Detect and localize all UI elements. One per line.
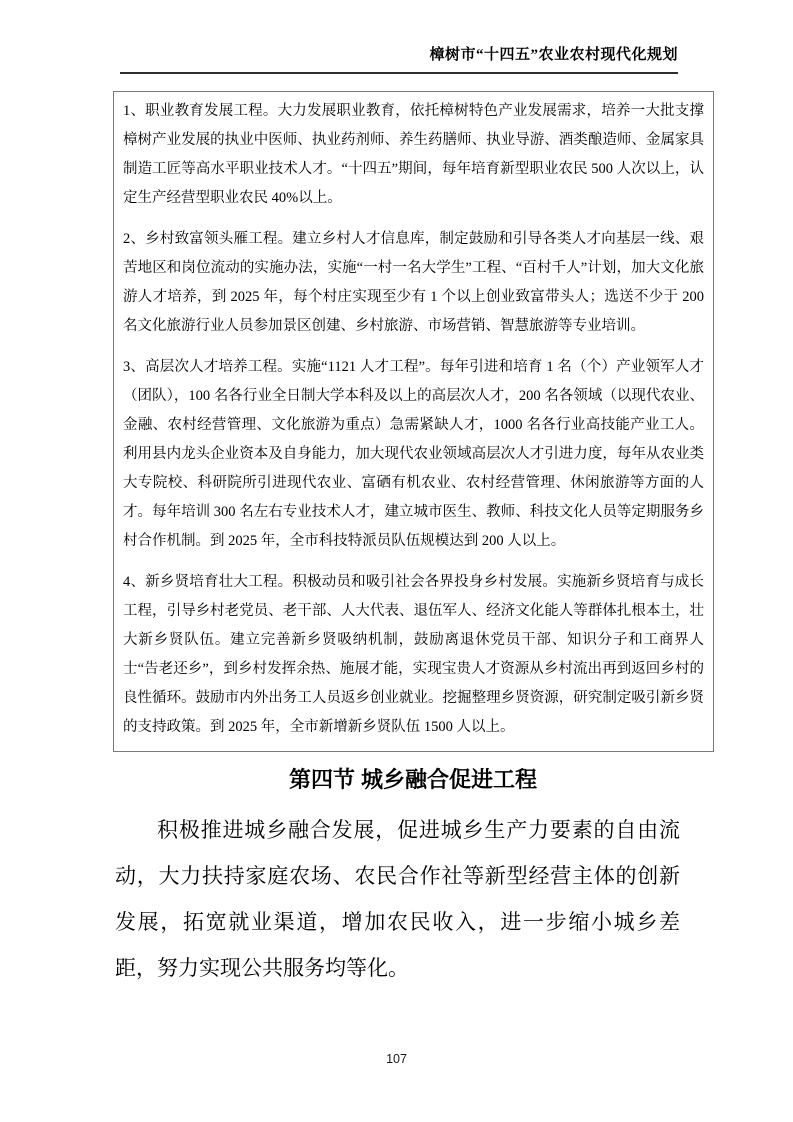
box-paragraph-1: 1、职业教育发展工程。大力发展职业教育，依托樟树特色产业发展需求，培养一大批支撑樟树产业发展的执业中医师、执业药剂师、养生药膳师、执业导游、酒类酿造师、金属家具制造工匠等高水平职业技术人才。“十四五”期间，每年培育新型职业农民 500 人次以上，认定生产经营型职业农民 40%以上。 bbox=[123, 103, 704, 206]
page-header bbox=[120, 0, 678, 74]
box-paragraph-2: 2、乡村致富领头雁工程。建立乡村人才信息库，制定鼓励和引导各类人才向基层一线、艰苦地区和岗位流动的实施办法，实施“一村一名大学生”工程、“百村千人”计划，加大文化旅游人才培养，到 2025 年，每个村庄实现至少有 1 个以上创业致富带头人；选送不少于 200 名文化旅游行业人员参加景区创建、乡村旅游、市场营销、智慧旅游等专业培训。 bbox=[123, 231, 704, 334]
project-text-box bbox=[113, 91, 714, 752]
box-paragraph-4: 4、新乡贤培育壮大工程。积极动员和吸引社会各界投身乡村发展。实施新乡贤培育与成长工程，引导乡村老党员、老干部、人大代表、退伍军人、经济文化能人等群体扎根本土，壮大新乡贤队伍。建立完善新乡贤吸纳机制，鼓励离退休党员干部、知识分子和工商界人士“告老还乡”，到乡村发挥余热、施展才能，实现宝贵人才资源从乡村流出再到返回乡村的良性循环。鼓励市内外出务工人员返乡创业就业。挖掘整理乡贤资源，研究制定吸引新乡贤的支持政策。到 2025 年，全市新增新乡贤队伍 1500 人以上。 bbox=[123, 574, 704, 735]
page-number: 107 bbox=[386, 1052, 407, 1066]
box-paragraph-3: 3、高层次人才培养工程。实施“1121 人才工程”。每年引进和培育 1 名（个）产业领军人才（团队），100 名各行业全日制大学本科及以上的高层次人才，200 名各领域（以现代农业、金融、农村经营管理、文化旅游为重点）急需紧缺人才，1000 名各行业高技能产业工人。利用县内龙头企业资本及自身能力，加大现代农业领域高层次人才引进力度，每年从农业类大专院校、科研院所引进现代农业、富硒有机农业、农村经营管理、休闲旅游等方面的人才。每年培训 300 名左右专业技术人才，建立城市医生、教师、科技文化人员等定期服务乡村合作机制。到 2025 年，全市科技特派员队伍规模达到 200 人以上。 bbox=[123, 359, 704, 549]
section-heading: 第四节 城乡融合促进工程 bbox=[288, 767, 538, 792]
header-rule bbox=[120, 72, 678, 74]
section-body-paragraph: 积极推进城乡融合发展，促进城乡生产力要素的自由流动，大力扶持家庭农场、农民合作社等新型经营主体的创新发展，拓宽就业渠道，增加农民收入，进一步缩小城乡差距，努力实现公共服务均等化。 bbox=[115, 818, 680, 980]
running-head-title: 樟树市“十四五”农业农村现代化规划 bbox=[429, 47, 678, 63]
